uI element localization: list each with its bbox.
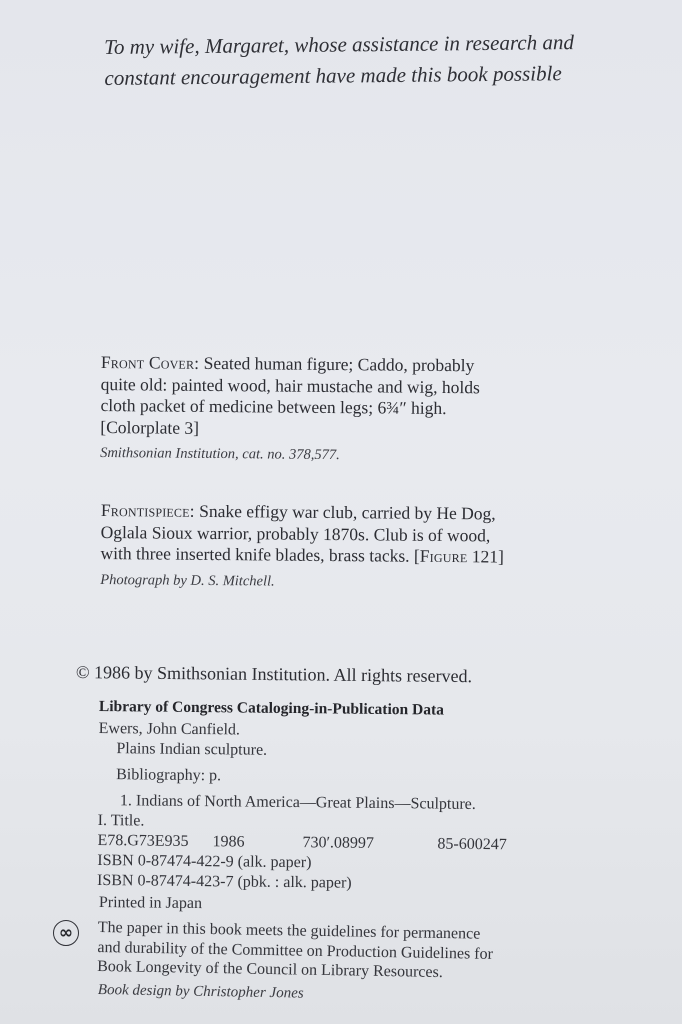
front-cover-caption <box>100 352 581 469</box>
paper-permanence-note <box>97 918 568 985</box>
front-cover-line-1: Seated human figure; Caddo, probably <box>199 352 475 376</box>
cip-dewey: 730′.08997 <box>302 834 375 852</box>
cip-author: Ewers, John Canfield. <box>98 719 241 739</box>
cip-isbn-1: ISBN 0-87474-422-9 (alk. paper) <box>97 851 312 872</box>
frontispiece-line-2: Oglala Sioux warrior, probably 1870s. Club is of wood, <box>100 521 491 545</box>
frontispiece-line-3: with three inserted knife blades, brass tacks. [ <box>100 542 420 566</box>
cip-call-number: E78.G73E935 <box>97 831 189 850</box>
frontispiece-caption <box>100 500 581 595</box>
cip-year: 1986 <box>212 833 245 851</box>
front-cover-credit: Smithsonian Institution, cat. no. 378,577. <box>100 444 340 464</box>
frontispiece-line-1: Snake effigy war club, carried by He Dog, <box>194 500 496 524</box>
cip-title-entry: I. Title. <box>97 811 145 830</box>
paper-note-line-1: The paper in this book meets the guidelines for permanence <box>97 918 481 943</box>
cip-heading: Library of Congress Cataloging-in-Publication Data <box>98 697 445 719</box>
dedication-line-2: constant encouragement have made this book possible <box>104 61 562 90</box>
front-cover-line-2: quite old: painted wood, hair mustache and wig, holds <box>100 373 480 397</box>
paper-note-line-2: and durability of the Committee on Production Guidelines for <box>97 938 494 963</box>
frontispiece-label: Frontispiece: <box>100 500 195 521</box>
figure-reference-number: 121] <box>467 546 504 567</box>
front-cover-line-3: cloth packet of medicine between legs; 6¾″ high. <box>100 394 447 419</box>
printed-in-notice: Printed in Japan <box>98 894 203 913</box>
front-cover-line-4: [Colorplate 3] <box>100 416 200 438</box>
copyright-notice: © 1986 by Smithsonian Institution. All rights reserved. <box>75 662 473 687</box>
dedication-line-1: To my wife, Margaret, whose assistance in research and <box>104 30 575 59</box>
frontispiece-credit: Photograph by D. S. Mitchell. <box>100 571 275 590</box>
dedication <box>104 27 625 94</box>
infinity-permanence-icon: ∞ <box>53 920 79 946</box>
cip-isbn-2: ISBN 0-87474-423-7 (pbk. : alk. paper) <box>96 871 352 892</box>
cip-subject: 1. Indians of North America—Great Plains—Sculpture. <box>119 792 476 813</box>
front-cover-label: Front Cover: <box>100 352 200 373</box>
book-design-credit: Book design by Christopher Jones <box>97 982 304 1002</box>
paper-note-line-3: Book Longevity of the Council on Library Resources. <box>97 957 443 982</box>
cip-lccn: 85-600247 <box>437 835 507 854</box>
figure-reference-label: Figure <box>419 545 468 567</box>
cip-bibliography: Bibliography: p. <box>116 766 222 785</box>
cip-data-block <box>97 697 569 896</box>
cip-title: Plains Indian sculpture. <box>116 740 268 759</box>
